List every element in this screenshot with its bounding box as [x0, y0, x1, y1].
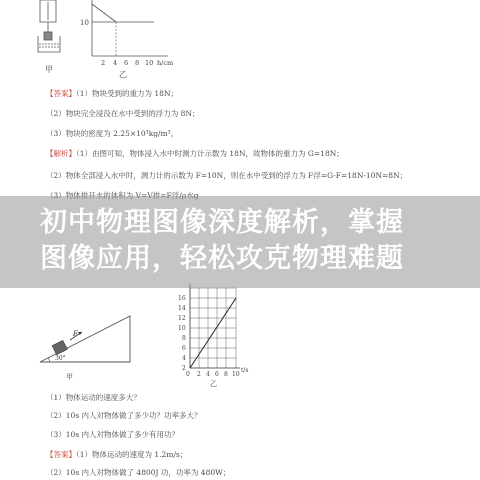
y-tick: 16 — [178, 295, 186, 302]
x-tick: 10 — [145, 59, 154, 67]
y-tick: 10 — [178, 325, 186, 332]
x-tick: 6 — [124, 59, 129, 67]
fig-jia-label-2: 甲 — [66, 373, 73, 381]
answer-2-line-2: （2）10s 内人对物体做了 4800J 功，功率为 480W； — [46, 468, 231, 477]
answer-1-line-2: （2）物块完全浸没在水中受到的浮力为 8N； — [46, 109, 200, 118]
answer-tag: 【答案】 — [46, 89, 76, 98]
analysis-line-2: （2）物体全部浸入水中时，测力计的示数为 F=10N，则在水中受到的浮力为 F浮=G-F=18N-10N=8N； — [46, 171, 408, 180]
x-tick: 8 — [224, 371, 228, 378]
question-3: （3）10s 内人对物体做了多少有用功？ — [46, 430, 180, 439]
force-label: F — [73, 330, 78, 338]
y-tick: 4 — [182, 355, 186, 362]
answer-2-line-1 — [46, 449, 187, 460]
x-tick: 2 — [197, 371, 201, 378]
grid-y-ticks — [178, 295, 186, 372]
answer-1-line-1 — [46, 88, 178, 99]
x-tick: 4 — [206, 371, 210, 378]
title-banner — [0, 196, 480, 288]
top-graph — [92, 0, 168, 56]
fig-yi-label-2: 乙 — [210, 380, 217, 388]
y-tick-10: 10 — [80, 19, 89, 27]
banner-title-line-2: 图像应用，轻松攻克物理难题 — [40, 243, 404, 274]
x-tick: 6 — [215, 371, 219, 378]
answer-1-line-3: （3）物块的密度为 2.25×10³kg/m³。 — [46, 129, 179, 138]
y-tick: 8 — [182, 335, 186, 342]
x-unit: t/s — [241, 367, 249, 374]
x-tick: 10 — [232, 371, 240, 378]
x-tick: 8 — [135, 59, 140, 67]
x-tick: 4 — [113, 59, 118, 67]
y-tick: 14 — [178, 305, 186, 312]
question-1: （1）物体运动的速度多大？ — [46, 393, 141, 402]
answer-text-2: （1）物体运动的速度为 1.2m/s； — [76, 450, 188, 459]
top-figures — [0, 0, 480, 90]
angle-label: 30° — [55, 355, 66, 362]
fig-yi-label: 乙 — [119, 70, 127, 79]
spring-scale-figure — [38, 0, 60, 52]
top-x-ticks — [101, 59, 173, 67]
analysis-text: （1）由图可知，物体浸入水中时测力计示数为 18N，故物体的重力为 G=18N； — [76, 149, 344, 158]
mid-figures — [0, 280, 480, 390]
banner-title-line-1: 初中物理图像深度解析，掌握 — [40, 207, 404, 238]
x-tick: 2 — [101, 59, 106, 67]
y-tick: 6 — [182, 345, 186, 352]
y-tick: 2 — [182, 365, 186, 372]
incline-figure — [40, 316, 130, 362]
analysis-line-1 — [46, 148, 344, 159]
answer-tag-2: 【答案】 — [46, 450, 76, 459]
answer-text: （1）物块受到的重力为 18N； — [76, 89, 179, 98]
fig-jia-label: 甲 — [45, 65, 53, 74]
x-tick: 0 — [186, 371, 190, 378]
grid-x-ticks — [186, 367, 249, 378]
question-2: （2）10s 内人对物体做了多少功？功率多大？ — [46, 411, 202, 420]
x-tick: h/cm — [157, 59, 174, 67]
analysis-tag: 【解析】 — [46, 149, 76, 158]
grid-graph — [190, 284, 240, 368]
y-tick: 12 — [178, 315, 186, 322]
